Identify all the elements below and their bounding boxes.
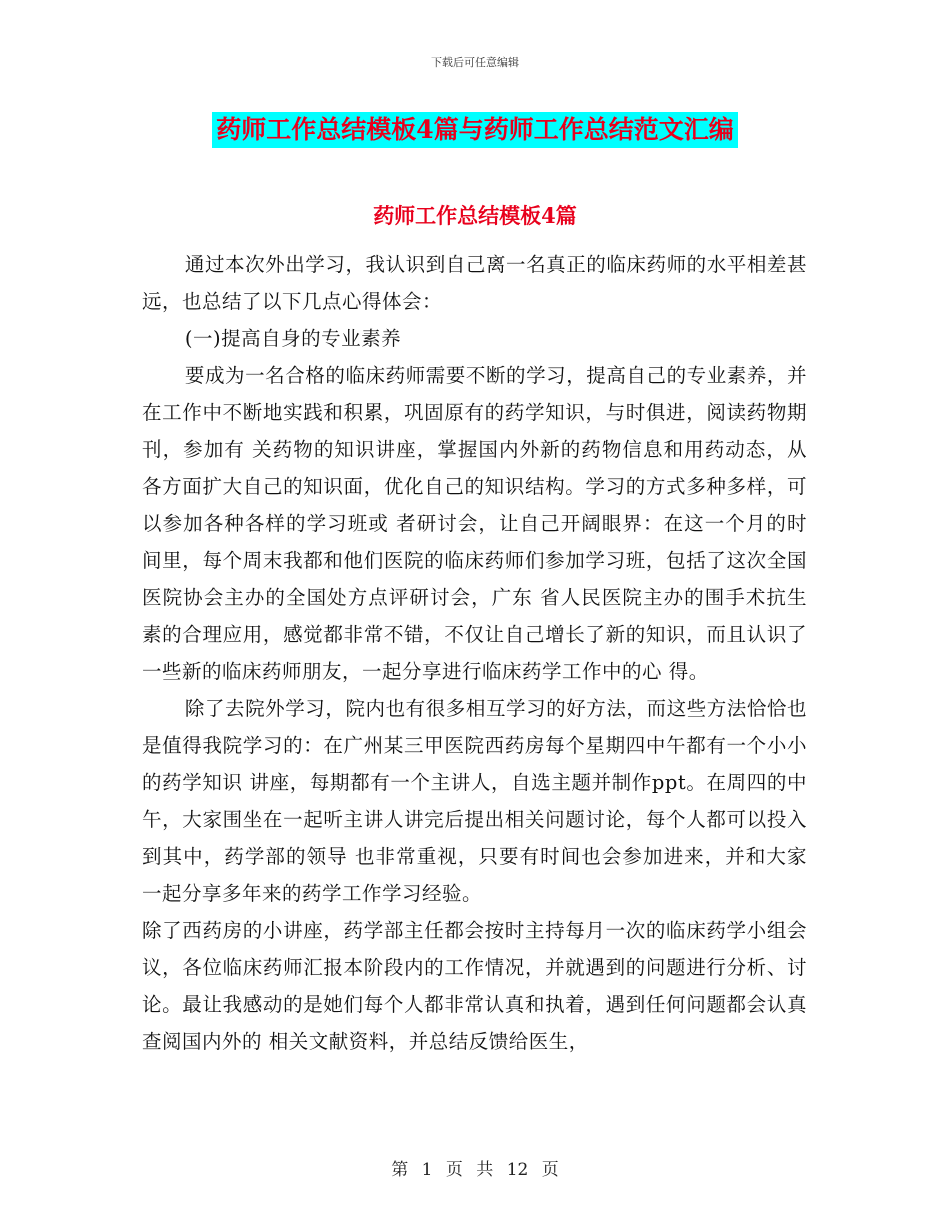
main-title: 药师工作总结模板4篇与药师工作总结范文汇编 (212, 112, 737, 148)
document-body (142, 246, 807, 1060)
page-footer (0, 1155, 950, 1180)
page-mid: 页 (445, 1160, 463, 1180)
main-title-container (0, 112, 950, 148)
download-note: 下载后可任意编辑 (431, 56, 519, 69)
paragraph-professional: 要成为一名合格的临床药师需要不断的学习，提高自己的专业素养，并在工作中不断地实践和积累，巩固原有的药学知识，与时俱进，阅读药物期刊，参加有 关药物的知识讲座，掌握国内外新的药物信息和用药动态，从各方面扩大自己的知识面，优化自己的知识结构。学习的方式多种多样，可以参加各种各样的学习班或 者研讨会，让自己开阔眼界：在这一个月的时间里，每个周末我都和他们医院的临床药师们参加学习班，包括了这次全国医院协会主办的全国处方点评研讨会，广东 省人民医院主办的围手术抗生素的合理应用，感觉都非常不错，不仅让自己增长了新的知识，而且认识了一些新的临床药师朋友，一起分享进行临床药学工作中的心 得。 (142, 364, 807, 683)
paragraph-intro: 通过本次外出学习，我认识到自己离一名真正的临床药师的水平相差甚远，也总结了以下几点心得体会： (142, 253, 807, 313)
section-title: 药师工作总结模板4篇 (373, 203, 577, 228)
paragraph-monthly-meeting: 除了西药房的小讲座，药学部主任都会按时主持每月一次的临床药学小组会 议，各位临床药师汇报本阶段内的工作情况，并就遇到的问题进行分析、讨论。最让我感动的是她们每个人都非常认真和执着，遇到任何问题都会认真查阅国内外的 相关文献资料，并总结反馈给医生， (142, 919, 807, 1053)
page-suffix: 页 (541, 1160, 559, 1180)
paragraph-heading: (一)提高自身的专业素养 (184, 327, 402, 350)
page-total: 12 (506, 1160, 529, 1180)
page-current: 1 (421, 1160, 433, 1180)
page-total-prefix: 共 (476, 1160, 494, 1180)
page-prefix: 第 (391, 1160, 409, 1180)
paragraph-internal-learning: 除了去院外学习，院内也有很多相互学习的好方法，而这些方法恰恰也是值得我院学习的：在广州某三甲医院西药房每个星期四中午都有一个小小的药学知识 讲座，每期都有一个主讲人，自选主题并制作ppt。在周四的中午，大家围坐在一起听主讲人讲完后提出相关问题讨论，每个人都可以投入到其中，药学部的领导 也非常重视，只要有时间也会参加进来，并和大家一起分享多年来的药学工作学习经验。 (142, 697, 807, 905)
